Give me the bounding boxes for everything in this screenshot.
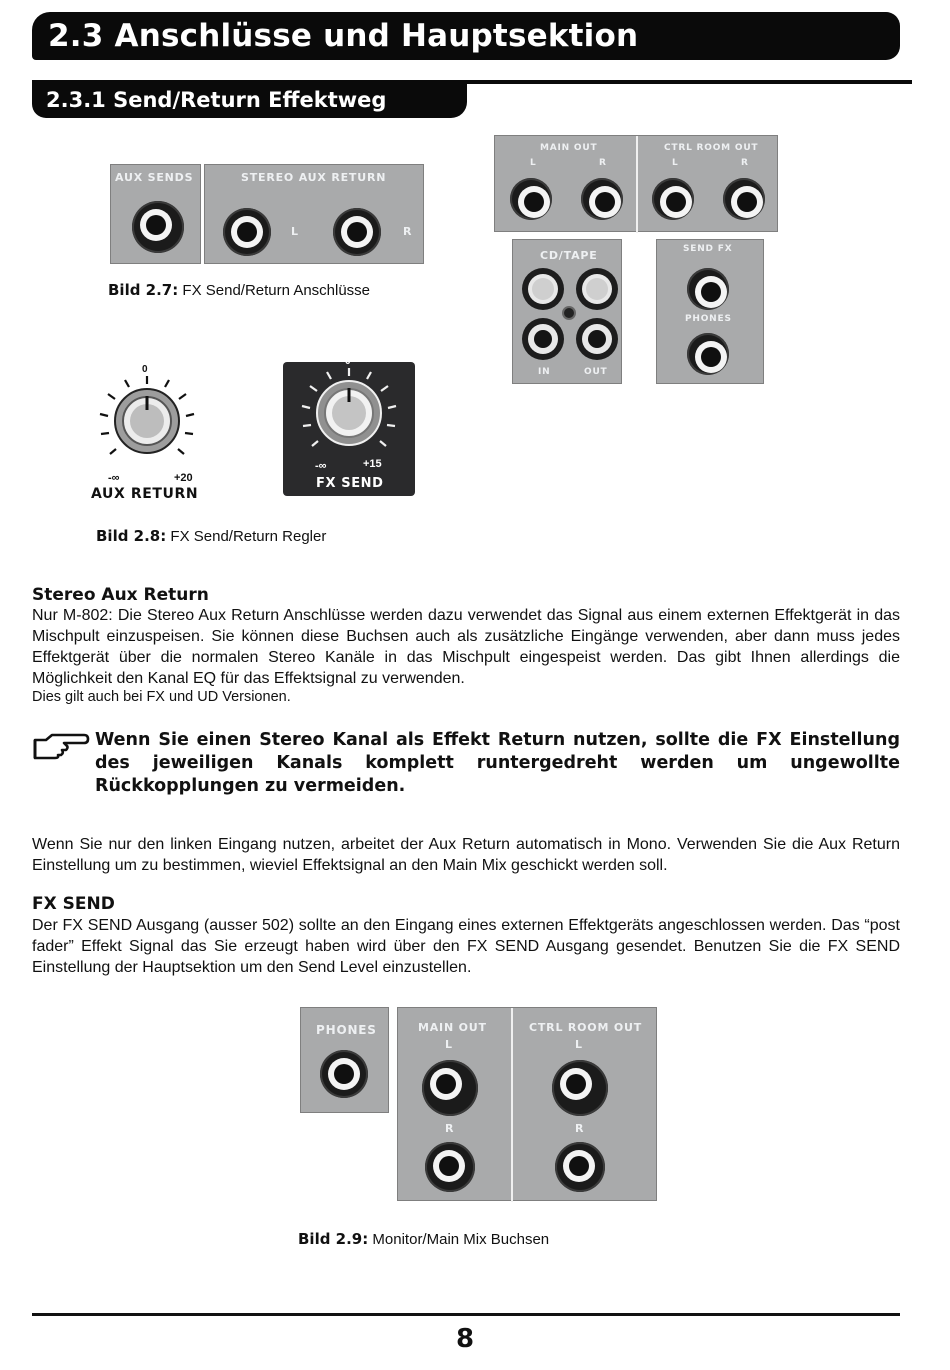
main-out-label: MAIN OUT	[540, 143, 598, 153]
cd-tape-out-right-jack	[576, 318, 618, 360]
figure-2-8-caption-bold: Bild 2.8:	[96, 527, 167, 545]
stereo-aux-return-panel	[204, 164, 424, 264]
send-fx-phones-panel	[656, 239, 764, 384]
mono-paragraph: Wenn Sie nur den linken Eingang nutzen, arbeitet der Aux Return automatisch in Mono. Verwenden Sie die Aux Return Einstellung um zu bestimmen, wieviel Effektsignal an den Main Mix geschickt werden soll.	[32, 836, 900, 874]
figure-2-7-caption-text: FX Send/Return Anschlüsse	[178, 282, 371, 299]
stereo-aux-return-heading: Stereo Aux Return	[32, 585, 209, 605]
fig29-ctrl-room-r-label: R	[575, 1122, 585, 1135]
stereo-aux-return-label: STEREO AUX RETURN	[241, 171, 387, 184]
ctrl-room-right-jack	[723, 178, 765, 220]
send-fx-jack	[687, 268, 729, 310]
fig29-main-out-label: MAIN OUT	[418, 1021, 487, 1034]
main-out-panel	[397, 1007, 657, 1201]
warning-text: Wenn Sie einen Stereo Kanal als Effekt Return nutzen, sollte die FX Einstellung des jeweiligen Kanals komplett runtergedreht werden um ungewollte Rückkopplungen zu vermeiden.	[95, 730, 900, 796]
fig29-ctrl-room-left-jack	[552, 1060, 608, 1116]
ctrl-room-out-label: CTRL ROOM OUT	[664, 143, 759, 153]
figure-2-8-caption	[96, 527, 326, 545]
subsection-title: 2.3.1 Send/Return Effektweg	[32, 84, 467, 118]
cd-tape-out-left-jack	[576, 268, 618, 310]
phones-panel	[300, 1007, 389, 1113]
aux-return-right-jack	[333, 208, 381, 256]
cd-tape-in-label: IN	[538, 367, 551, 377]
figure-2-7-caption	[108, 281, 370, 299]
phones-label: PHONES	[316, 1023, 377, 1037]
ctrl-room-l-label: L	[672, 158, 679, 168]
fig29-main-out-l-label: L	[445, 1038, 453, 1051]
fig29-main-out-r-label: R	[445, 1122, 455, 1135]
fx-send-max-label: +15	[363, 458, 382, 470]
aux-return-r-label: R	[403, 225, 413, 238]
aux-return-max-label: +20	[174, 472, 193, 484]
phones-jack-right-panel	[687, 333, 729, 375]
figure-2-9-caption-text: Monitor/Main Mix Buchsen	[368, 1231, 550, 1248]
aux-return-zero-label: 0	[142, 364, 148, 375]
cd-tape-out-label: OUT	[584, 367, 608, 377]
figure-2-9-caption	[298, 1230, 549, 1248]
figure-2-8-caption-text: FX Send/Return Regler	[166, 528, 327, 545]
fx-send-zero-label: 0	[345, 356, 351, 367]
main-out-left-jack	[510, 178, 552, 220]
send-fx-label: SEND FX	[683, 244, 733, 254]
aux-return-knob-icon	[90, 366, 205, 486]
cd-tape-panel	[512, 239, 622, 384]
ctrl-room-r-label: R	[741, 158, 749, 168]
page-number: 8	[455, 1324, 475, 1354]
fx-send-knob-panel	[283, 356, 415, 496]
stereo-aux-return-note: Dies gilt auch bei FX und UD Versionen.	[32, 689, 291, 705]
fx-send-min-label: -∞	[315, 460, 327, 472]
aux-return-left-jack	[223, 208, 271, 256]
aux-return-knob-label: AUX RETURN	[91, 486, 199, 502]
aux-return-knob-graphic	[90, 366, 205, 486]
pointing-hand-icon	[32, 732, 90, 760]
aux-return-min-label: -∞	[108, 472, 120, 484]
main-out-right-jack	[581, 178, 623, 220]
panel-divider	[636, 136, 638, 233]
footer-rule	[32, 1313, 900, 1316]
fig29-ctrl-room-out-label: CTRL ROOM OUT	[529, 1021, 643, 1034]
fig29-main-out-left-jack	[422, 1060, 478, 1116]
section-title: 2.3 Anschlüsse und Hauptsektion	[32, 12, 900, 60]
figure-2-9-caption-bold: Bild 2.9:	[298, 1230, 369, 1248]
main-out-l-label: L	[530, 158, 537, 168]
fx-send-knob-icon	[283, 362, 415, 472]
fx-send-heading: FX SEND	[32, 894, 115, 914]
cd-tape-in-right-jack	[522, 318, 564, 360]
main-out-r-label: R	[599, 158, 607, 168]
ctrl-room-left-jack	[652, 178, 694, 220]
fx-send-body: Der FX SEND Ausgang (ausser 502) sollte an den Eingang eines externen Effektgeräts angeschlossen werden. Das “post fader” Effekt Signal das Sie erzeugt haben wird über den FX SEND Ausgang gesendet. Benutzen Sie die FX SEND Einstellung der Hauptsektion um den Send Level einzustellen.	[32, 917, 900, 976]
fig29-main-out-right-jack	[425, 1142, 475, 1192]
figure-2-7-caption-bold: Bild 2.7:	[108, 281, 179, 299]
fig29-ctrl-room-l-label: L	[575, 1038, 583, 1051]
aux-sends-panel	[110, 164, 201, 264]
ground-screw-icon	[562, 306, 576, 320]
aux-return-l-label: L	[291, 225, 299, 238]
cd-tape-in-left-jack	[522, 268, 564, 310]
phones-jack	[320, 1050, 368, 1098]
aux-sends-label: AUX SENDS	[115, 171, 194, 184]
phones-label-right-panel: PHONES	[685, 314, 732, 324]
aux-send-jack	[132, 201, 184, 253]
fig29-divider	[511, 1008, 513, 1202]
cd-tape-label: CD/TAPE	[540, 249, 598, 262]
stereo-aux-return-body: Nur M-802: Die Stereo Aux Return Anschlüsse werden dazu verwendet das Signal aus einem externen Effektgerät in das Mischpult einzuspeisen. Sie können diese Buchsen auch als zusätzliche Eingänge verwenden, aber dann muss jedes Effektgerät über die normalen Stereo Kanäle in das Mischpult eingespeist werden. Das gibt Ihnen allerdings die Möglichkeit den Kanal EQ für das Effektsignal zu verwenden.	[32, 607, 900, 687]
fig29-ctrl-room-right-jack	[555, 1142, 605, 1192]
main-ctrl-out-panel	[494, 135, 778, 232]
fx-send-knob-label: FX SEND	[316, 476, 384, 491]
